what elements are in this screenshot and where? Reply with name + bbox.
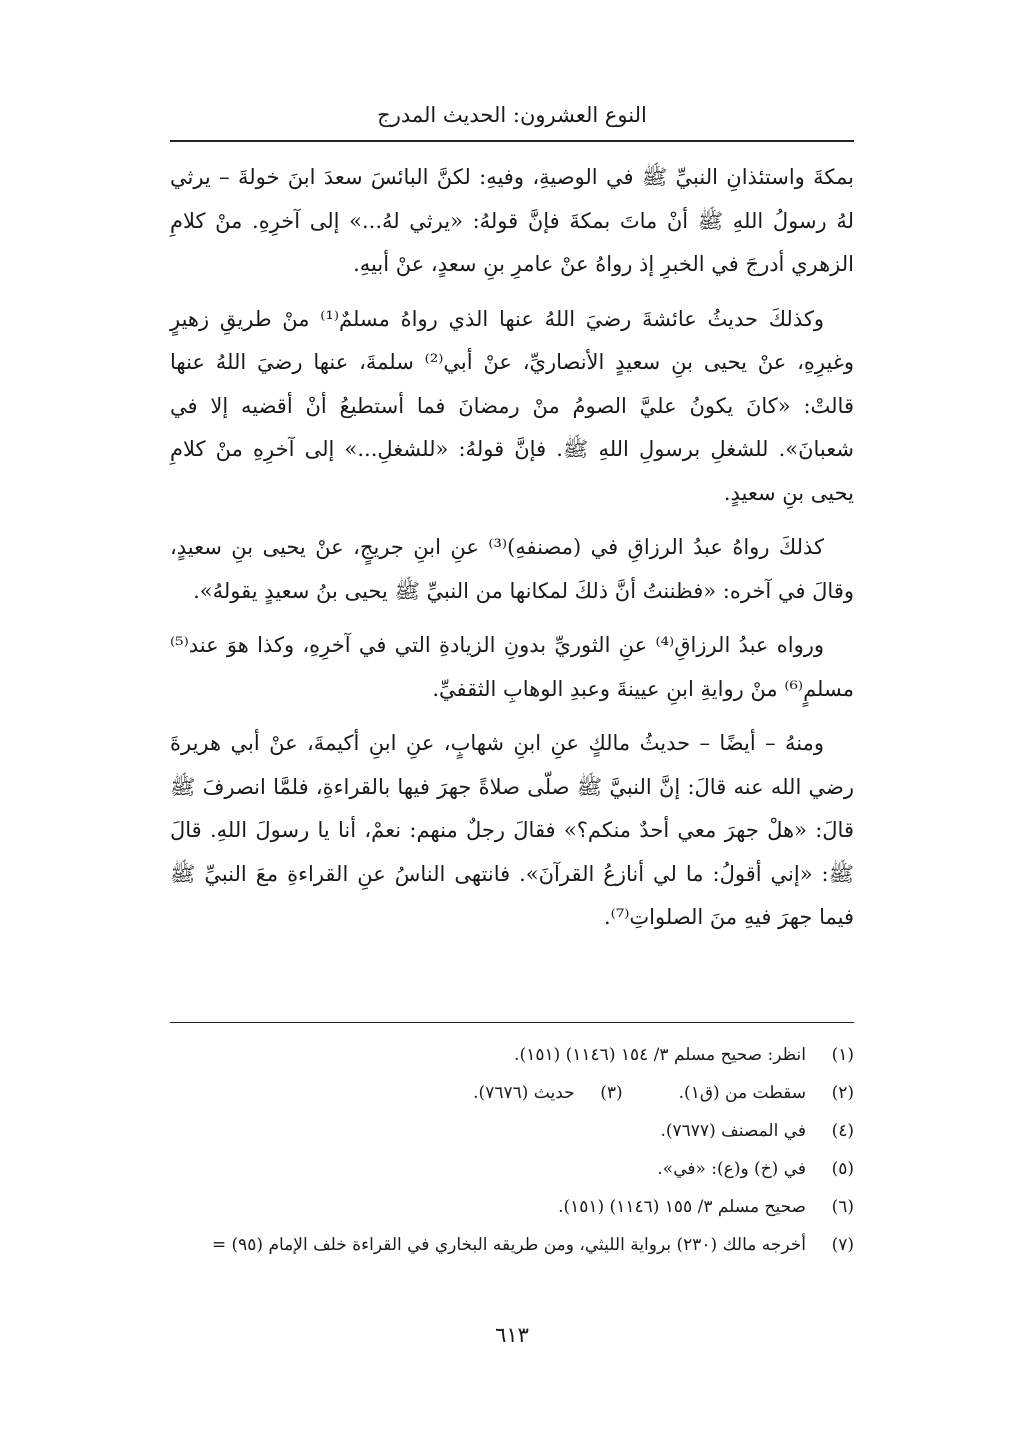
footnote-number: (٧) [831,1235,854,1255]
footnote-text: في (خ) و(ع): «في». [657,1159,806,1179]
footnote-number: (٢) [831,1083,854,1103]
page-number: ٦١٣ [495,1323,529,1347]
footnote-text: انظر: صحيح مسلم ٣/ ١٥٤ (١١٤٦) (١٥١). [514,1045,806,1065]
footnote-6 [170,1188,854,1226]
footnote-text: صحيح مسلم ٣/ ١٥٥ (١١٤٦) (١٥١). [558,1197,806,1217]
footnote-divider [170,1022,854,1023]
paragraph: كذلكَ رواهُ عبدُ الرزاقِ في (مصنفهِ)⁽³⁾ عنِ ابنِ جريجٍ، عنْ يحيى بنِ سعيدٍ، وقالَ في آخره: «فظننتُ أنَّ ذلكَ لمكانها من النبيِّ ﷺ يحيى بنُ سعيدٍ يقولهُ». [170,535,854,603]
footnote-text: في المصنف (٧٦٧٧). [660,1121,806,1141]
footnote-7 [170,1226,854,1264]
footnote-number: (٤) [831,1121,854,1141]
running-header: النوع العشرون: الحديث المدرج [377,103,647,127]
footnote-number: (٥) [831,1159,854,1179]
paragraph: ورواه عبدُ الرزاقِ⁽⁴⁾ عنِ الثوريِّ بدونِ الزيادةِ التي في آخرِهِ، وكذا هوَ عند⁽⁵⁾ مسلمٍ⁽⁶⁾ منْ روايةِ ابنِ عيينةَ وعبدِ الوهابِ الثقفيِّ. [170,633,854,701]
footnote-1 [170,1036,854,1074]
footnotes [170,1036,854,1264]
main-text [170,156,854,951]
footnote-4 [170,1112,854,1150]
footnote-number: (٣) [600,1083,623,1103]
paragraph: ومنهُ – أيضًا – حديثُ مالكٍ عنِ ابنِ شهابٍ، عنِ ابنِ أكيمةَ، عنْ أبي هريرةَ رضي الله عنه قالَ: إنَّ النبيَّ ﷺ صلّى صلاةً جهرَ فيها بالقراءةِ، فلمَّا انصرفَ ﷺ قالَ: «هلْ جهرَ معي أحدٌ منكم؟» فقالَ رجلٌ منهم: نعمْ، أنا يا رسولَ اللهِ. قالَ ﷺ: «إني أقولُ: ما لي أنازعُ القرآنَ». فانتهى الناسُ عنِ القراءةِ معَ النبيِّ ﷺ فيما جهرَ فيهِ منَ الصلواتِ⁽⁷⁾. [170,731,854,929]
paragraph: وكذلكَ حديثُ عائشةَ رضيَ اللهُ عنها الذي رواهُ مسلمٌ⁽¹⁾ منْ طريقِ زهيرٍ وغيرِهِ، عنْ يحيى بنِ سعيدٍ الأنصاريِّ، عنْ أبي⁽²⁾ سلمةَ، عنها رضيَ اللهُ عنها قالتْ: «كانَ يكونُ عليَّ الصومُ منْ رمضانَ فما أستطيعُ أنْ أقضيه إلا في شعبانَ». للشغلِ برسولِ اللهِ ﷺ. فإنَّ قولهُ: «للشغلِ...» إلى آخرِهِ منْ كلامِ يحيى بنِ سعيدٍ. [170,306,854,505]
paragraph: بمكةَ واستئذانِ النبيِّ ﷺ في الوصيةِ، وفيهِ: لكنَّ البائسَ سعدَ ابنَ خولةَ – يرثي لهُ رسولُ اللهِ ﷺ أنْ ماتَ بمكةَ فإنَّ قولهُ: «يرثي لهُ...» إلى آخرِهِ. منْ كلامِ الزهري أدرجَ في الخبرِ إذ رواهُ عنْ عامرِ بنِ سعدٍ، عنْ أبيهِ. [170,165,854,276]
footnote-text: أخرجه مالك (٢٣٠) برواية الليثي، ومن طريقه البخاري في القراءة خلف الإمام (٩٥) = [211,1235,806,1255]
header-divider [170,140,854,142]
footnote-text: حديث (٧٦٧٦). [473,1083,575,1103]
footnote-text: سقطت من (ق١). [678,1083,806,1103]
footnote-number: (٦) [831,1197,854,1217]
footnote-number: (١) [831,1045,854,1065]
footnote-5 [170,1150,854,1188]
footnote-2-3 [170,1074,854,1112]
